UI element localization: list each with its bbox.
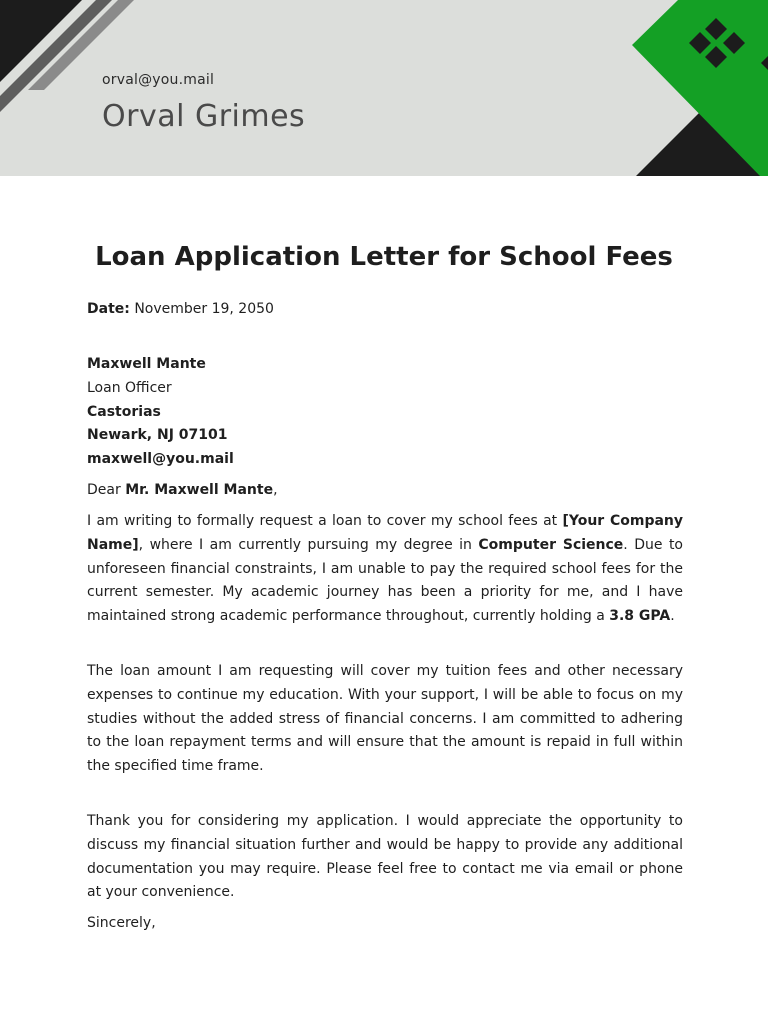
salutation-suffix: , [273, 482, 278, 498]
recipient-company: Castorias [87, 403, 161, 420]
recipient-address: Newark, NJ 07101 [87, 427, 228, 444]
letterhead [0, 0, 768, 176]
body-paragraph-2: The loan amount I am requesting will cover my tuition fees and other necessary expenses to continue my education. With your support, I will be able to focus on my studies without the added stress of financial concerns. I am committed to adhering to the loan repayment terms and will ensure that the amount is repaid in full within the specified time frame. [87, 663, 683, 775]
paragraph-1-text-c: . Due to unforeseen financial constraints, I am unable to pay the required school fees for the current semester. My academic journey has been a priority for me, and I have maintained strong academic performance throughout, currently holding a [87, 536, 683, 625]
date-line [87, 298, 683, 322]
letterhead-decoration [0, 0, 768, 176]
body-paragraph-1 [87, 510, 683, 629]
degree-name: Computer Science [478, 536, 624, 553]
sender-email: orval@you.mail [102, 72, 215, 88]
sender-name: Orval Grimes [102, 99, 306, 134]
date-label: Date: [87, 301, 130, 317]
recipient-position: Loan Officer [87, 379, 172, 396]
paragraph-1-text-a: I am writing to formally request a loan to cover my school fees at [87, 513, 563, 529]
letter-title: Loan Application Letter for School Fees [95, 242, 673, 272]
gpa-value: 3.8 GPA [609, 608, 671, 625]
salutation-name: Mr. Maxwell Mante [125, 482, 274, 498]
recipient-block [87, 353, 683, 472]
paragraph-1-text-d: . [670, 608, 675, 625]
salutation [87, 479, 683, 503]
date-value: November 19, 2050 [134, 301, 274, 317]
recipient-name: Maxwell Mante [87, 356, 206, 372]
recipient-email: maxwell@you.mail [87, 451, 234, 468]
closing: Sincerely, [87, 915, 156, 931]
body-paragraph-3: Thank you for considering my application. I would appreciate the opportunity to discuss my financial situation further and would be happy to provide any additional documentation you may require. Please feel free to contact me via email or phone at your convenience. [87, 813, 683, 901]
paragraph-1-text-b: , where I am currently pursuing my degree in [138, 536, 479, 553]
company-name-placeholder: [Your Company Name] [87, 513, 683, 553]
salutation-prefix: Dear [87, 482, 126, 498]
